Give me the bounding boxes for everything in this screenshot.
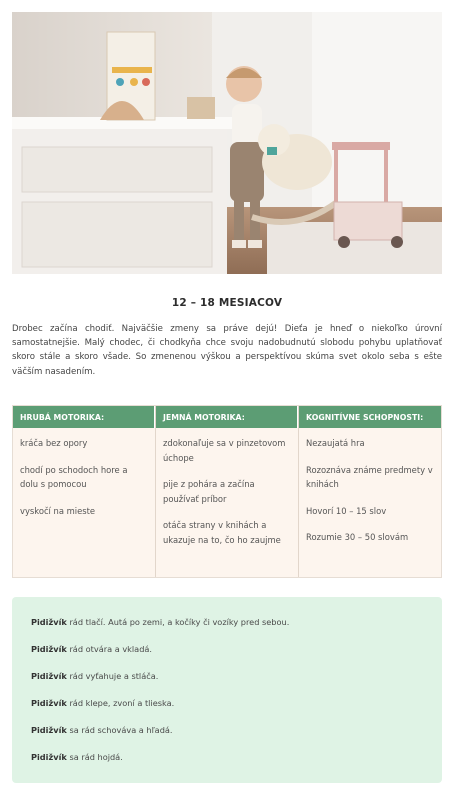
table-cell: pije z pohára a začína používať príbor	[163, 479, 255, 504]
column-cognitive	[299, 406, 441, 577]
baby-playing-photo	[12, 12, 442, 274]
milestones-table	[12, 405, 442, 578]
tip-line	[31, 752, 442, 779]
intro-paragraph: Drobec začína chodiť. Najväčšie zmeny sa práve dejú! Dieťa je hneď o niekoľko úrovní samostatnejšie. Malý chodec, či chodkyňa chce svoju nadobudnutú slobodu pohybu uplatňovať skoro stále a skoro všade. So zmenenou výškou a perspektívou skúma svet okolo seba s ešte väčším nasadením.	[12, 324, 442, 377]
table-cell: Hovorí 10 – 15 slov	[306, 505, 387, 516]
photo-illustration	[12, 12, 442, 274]
tip-text: sa rád hojdá.	[66, 752, 123, 762]
table-cell: kráča bez opory	[20, 438, 88, 448]
tip-name: Pidižvík	[31, 725, 67, 735]
tip-name: Pidižvík	[31, 617, 67, 627]
tip-text: sa rád schováva a hľadá.	[66, 725, 173, 735]
tip-name: Pidižvík	[31, 671, 67, 681]
tip-text: rád otvára a vkladá.	[66, 644, 153, 654]
tip-name: Pidižvík	[31, 752, 67, 762]
tips-panel	[12, 597, 442, 783]
column-header: JEMNÁ MOTORIKA:	[156, 406, 298, 428]
column-gross-motor	[13, 406, 156, 577]
table-cell: otáča strany v knihách a ukazuje na to, čo ho zaujme	[163, 520, 281, 545]
column-header: HRUBÁ MOTORIKA:	[13, 406, 155, 428]
tip-text: rád vyťahuje a stláča.	[66, 671, 159, 681]
tip-text: rád tlačí. Autá po zemi, a kočíky či vozíky pred sebou.	[66, 617, 290, 627]
table-cell: chodí po schodoch hore a dolu s pomocou	[20, 464, 128, 489]
table-cell: zdokonaľuje sa v pinzetovom úchope	[163, 438, 286, 463]
table-cell: Rozumie 30 – 50 slovám	[306, 532, 409, 542]
tip-line	[31, 644, 442, 671]
table-cell: Nezaujatá hra	[306, 438, 365, 448]
column-header: KOGNITÍVNE SCHOPNOSTI:	[299, 406, 441, 428]
column-fine-motor	[156, 406, 299, 577]
tip-name: Pidižvík	[31, 698, 67, 708]
tip-line	[31, 617, 442, 644]
tip-name: Pidižvík	[31, 644, 67, 654]
tip-text: rád klepe, zvoní a tlieska.	[66, 698, 175, 708]
table-cell: vyskočí na mieste	[20, 505, 96, 516]
tip-line	[31, 725, 442, 752]
tip-line	[31, 698, 442, 725]
tip-line	[31, 671, 442, 698]
section-title: 12 – 18 MESIACOV	[171, 297, 283, 309]
table-cell: Rozoznáva známe predmety v knihách	[306, 464, 433, 489]
